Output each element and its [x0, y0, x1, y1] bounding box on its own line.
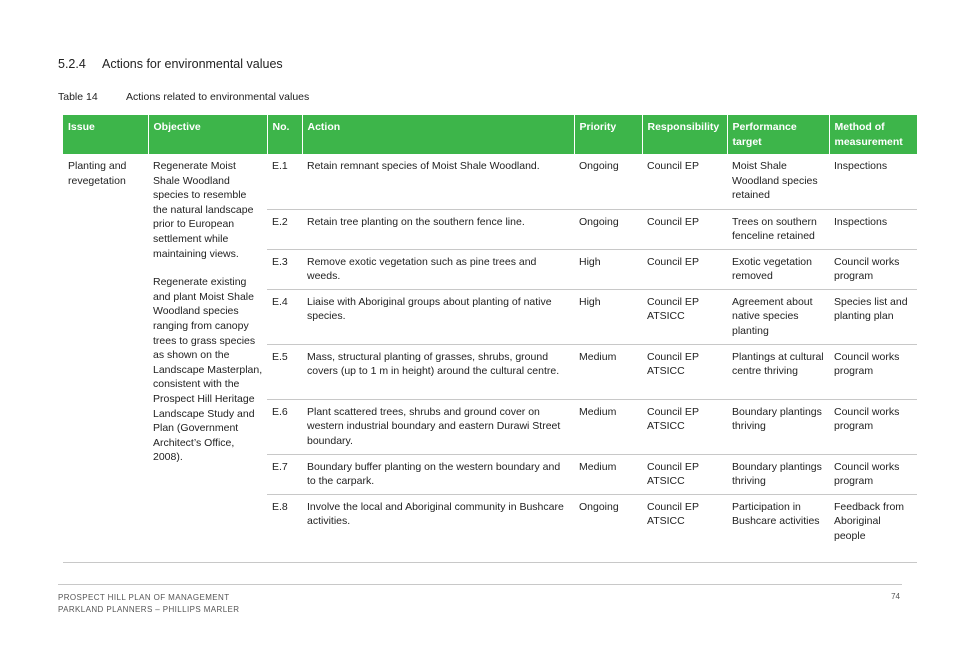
action-text: Remove exotic vegetation such as pine trees and weeds. [302, 249, 574, 289]
section-heading [58, 57, 283, 71]
action-text: Plant scattered trees, shrubs and ground cover on western industrial boundary and eastern Durawi Street boundary. [302, 399, 574, 454]
action-text: Mass, structural planting of grasses, shrubs, ground covers (up to 1 m in height) around the cultural centre. [302, 344, 574, 399]
section-title: Actions for environmental values [102, 57, 283, 71]
table-row [63, 154, 917, 209]
method-of-measurement: Feedback from Aboriginal people [834, 500, 905, 542]
action-text: Liaise with Aboriginal groups about planting of native species. [302, 289, 574, 344]
action-text: Involve the local and Aboriginal community in Bushcare activities. [307, 500, 564, 528]
action-text: Retain remnant species of Moist Shale Woodland. [302, 154, 574, 209]
priority: Ongoing [579, 500, 619, 513]
performance-target: Moist Shale Woodland species retained [727, 154, 829, 209]
responsibility: Council EP ATSICC [642, 454, 727, 494]
priority: Medium [574, 399, 642, 454]
priority: Medium [574, 344, 642, 399]
priority: High [574, 289, 642, 344]
action-number: E.7 [267, 454, 302, 494]
priority: Ongoing [574, 209, 642, 249]
table-number: Table 14 [58, 91, 98, 103]
responsibility: Council EP ATSICC [642, 289, 727, 344]
responsibility: Council EP [642, 209, 727, 249]
section-number: 5.2.4 [58, 57, 86, 71]
method-of-measurement: Council works program [829, 249, 917, 289]
action-number: E.4 [267, 289, 302, 344]
responsibility: Council EP [642, 154, 727, 209]
responsibility: Council EP ATSICC [642, 399, 727, 454]
method-of-measurement: Inspections [829, 154, 917, 209]
table-caption [58, 91, 309, 103]
table-title: Actions related to environmental values [126, 91, 310, 103]
action-text: Boundary buffer planting on the western boundary and to the carpark. [302, 454, 574, 494]
page-number: 74 [891, 592, 900, 601]
method-of-measurement: Council works program [829, 344, 917, 399]
action-number: E.6 [267, 399, 302, 454]
performance-target: Agreement about native species planting [727, 289, 829, 344]
priority: Medium [574, 454, 642, 494]
header-objective: Objective [148, 115, 267, 154]
header-action: Action [302, 115, 574, 154]
actions-table [63, 115, 917, 549]
objective-paragraph-2: Regenerate existing and plant Moist Shale Woodland species ranging from canopy trees to grass species as shown on the Landscape Masterplan, consistent with the Prospect Hill Heritage Landscape Study and Plan (Government Architect’s Office, 2008). [153, 276, 263, 464]
action-number: E.1 [267, 154, 302, 209]
method-of-measurement: Council works program [829, 454, 917, 494]
header-responsibility: Responsibility [642, 115, 727, 154]
header-performance-target: Performance target [727, 115, 829, 154]
performance-target: Boundary plantings thriving [727, 399, 829, 454]
method-of-measurement: Council works program [829, 399, 917, 454]
action-number: E.2 [267, 209, 302, 249]
action-text: Retain tree planting on the southern fence line. [302, 209, 574, 249]
action-number: E.5 [267, 344, 302, 399]
issue-cell: Planting and revegetation [68, 160, 127, 187]
objective-paragraph-1: Regenerate Moist Shale Woodland species to resemble the natural landscape prior to European settlement while maintaining views. [153, 160, 254, 260]
header-no: No. [267, 115, 302, 154]
responsibility: Council EP ATSICC [647, 500, 699, 528]
performance-target: Trees on southern fenceline retained [727, 209, 829, 249]
responsibility: Council EP ATSICC [642, 344, 727, 399]
header-method: Method of measurement [829, 115, 917, 154]
performance-target: Participation in Bushcare activities [732, 500, 820, 528]
footer-author: PARKLAND PLANNERS – PHILLIPS MARLER [58, 605, 240, 614]
priority: High [574, 249, 642, 289]
method-of-measurement: Inspections [829, 209, 917, 249]
footer-document-title: PROSPECT HILL PLAN OF MANAGEMENT [58, 593, 230, 602]
action-number: E.8 [272, 500, 288, 513]
table-header-row [63, 115, 917, 154]
objective-cell [148, 154, 267, 549]
method-of-measurement: Species list and planting plan [829, 289, 917, 344]
performance-target: Exotic vegetation removed [727, 249, 829, 289]
header-priority: Priority [574, 115, 642, 154]
footer-document-info [58, 592, 239, 616]
priority: Ongoing [574, 154, 642, 209]
responsibility: Council EP [642, 249, 727, 289]
performance-target: Boundary plantings thriving [727, 454, 829, 494]
footer-rule [58, 584, 902, 585]
header-issue: Issue [63, 115, 148, 154]
performance-target: Plantings at cultural centre thriving [727, 344, 829, 399]
table-bottom-rule [63, 562, 917, 563]
action-number: E.3 [267, 249, 302, 289]
